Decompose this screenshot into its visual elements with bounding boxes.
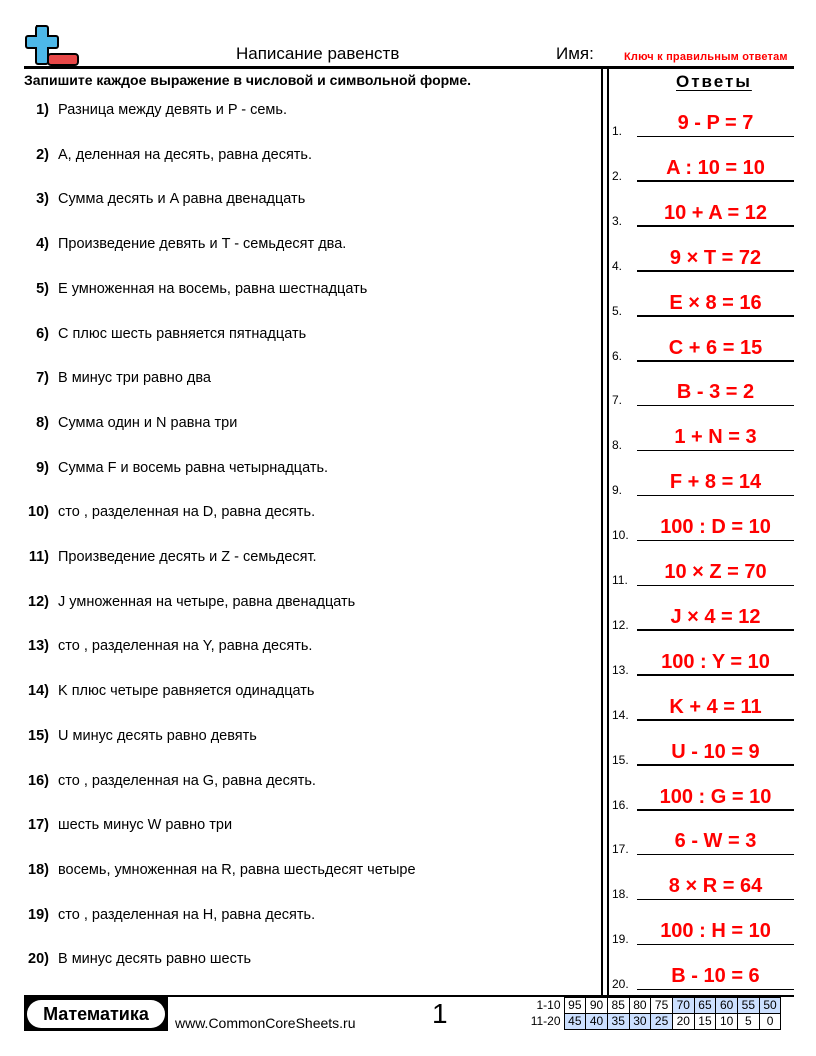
answer-line <box>637 180 794 182</box>
answer-text: A : 10 = 10 <box>666 156 765 179</box>
answer-number: 9. <box>612 483 623 498</box>
answer-line <box>637 136 794 138</box>
score-cell: 65 <box>694 998 716 1014</box>
score-cell: 80 <box>629 998 651 1014</box>
score-cell: 15 <box>694 1014 716 1030</box>
question-number: 20) <box>28 951 49 968</box>
answer-item <box>612 916 794 946</box>
question-number: 9) <box>36 459 49 476</box>
answer-item <box>612 512 794 542</box>
question-item <box>0 460 600 480</box>
score-cell: 95 <box>564 998 586 1014</box>
score-cell: 20 <box>672 1014 694 1030</box>
answer-line <box>637 719 794 721</box>
answer-item <box>612 243 794 273</box>
score-cell: 50 <box>759 998 781 1014</box>
question-item <box>0 326 600 346</box>
question-text: Сумма F и восемь равна четырнадцать. <box>58 459 329 476</box>
answer-text: B - 3 = 2 <box>676 381 755 404</box>
answer-text: 100 : H = 10 <box>660 920 771 943</box>
answer-item <box>612 602 794 632</box>
brand-label: Математика <box>27 1000 165 1028</box>
question-number: 2) <box>36 146 49 163</box>
answer-number: 16. <box>612 797 629 812</box>
question-item <box>0 236 600 256</box>
question-text: C плюс шесть равняется пятнадцать <box>58 325 307 342</box>
answer-number: 4. <box>612 258 623 273</box>
answer-text: 8 × R = 64 <box>668 875 763 898</box>
question-text: сто , разделенная на D, равна десять. <box>58 504 316 521</box>
answer-line <box>637 315 794 317</box>
score-cell: 25 <box>651 1014 673 1030</box>
score-cell: 0 <box>759 1014 781 1030</box>
question-item <box>0 549 600 569</box>
question-number: 16) <box>28 772 49 789</box>
question-item <box>0 147 600 167</box>
question-number: 5) <box>36 280 49 297</box>
plus-minus-logo-icon <box>24 24 80 68</box>
answer-number: 6. <box>612 348 623 363</box>
column-divider <box>601 68 609 996</box>
answer-line <box>637 270 794 272</box>
answer-number: 13. <box>612 662 629 677</box>
score-cell: 85 <box>607 998 629 1014</box>
question-item <box>0 951 600 971</box>
answer-number: 5. <box>612 303 623 318</box>
question-text: Сумма один и N равна три <box>58 414 238 431</box>
score-row-label: 11-20 <box>530 1014 561 1028</box>
question-number: 15) <box>28 727 49 744</box>
score-cell: 45 <box>564 1014 586 1030</box>
question-text: J умноженная на четыре, равна двенадцать <box>58 593 356 610</box>
answer-text: 100 : D = 10 <box>660 516 771 539</box>
answer-text: 1 + N = 3 <box>674 426 757 449</box>
question-text: сто , разделенная на G, равна десять. <box>58 772 316 789</box>
answer-text: 100 : Y = 10 <box>661 650 770 673</box>
question-number: 18) <box>28 861 49 878</box>
answer-item <box>612 826 794 856</box>
answer-line <box>637 809 794 811</box>
question-item <box>0 281 600 301</box>
question-text: сто , разделенная на H, равна десять. <box>58 906 316 923</box>
answer-text: F + 8 = 14 <box>669 471 762 494</box>
score-cell: 90 <box>586 998 608 1014</box>
worksheet-title: Написание равенств <box>236 44 400 63</box>
answer-number: 1. <box>612 124 623 138</box>
answer-item <box>612 782 794 812</box>
header-rule <box>24 66 794 69</box>
question-item <box>0 370 600 390</box>
score-table <box>530 997 781 1030</box>
answer-line <box>637 764 794 766</box>
answer-text: 6 - W = 3 <box>674 830 757 853</box>
answer-number: 18. <box>612 887 629 902</box>
score-cell: 40 <box>586 1014 608 1030</box>
answer-text: 9 - P = 7 <box>677 112 754 134</box>
answer-number: 2. <box>612 168 623 183</box>
name-label: Имя: <box>556 44 594 63</box>
answer-key-label: Ключ к правильным ответам <box>624 51 788 63</box>
answer-number: 3. <box>612 213 623 228</box>
question-item <box>0 728 600 748</box>
question-item <box>0 683 600 703</box>
score-cell: 5 <box>738 1014 760 1030</box>
answer-line <box>637 585 794 587</box>
question-item <box>0 415 600 435</box>
answer-line <box>637 450 794 452</box>
question-number: 14) <box>28 683 49 700</box>
question-item <box>0 191 600 211</box>
answer-number: 20. <box>612 977 629 992</box>
question-text: A, деленная на десять, равна десять. <box>58 146 313 163</box>
question-text: Сумма десять и A равна двенадцать <box>58 191 306 208</box>
answer-text: C + 6 = 15 <box>668 336 763 359</box>
question-number: 7) <box>36 370 49 387</box>
score-cell: 75 <box>651 998 673 1014</box>
score-row <box>530 998 781 1014</box>
score-cell: 30 <box>629 1014 651 1030</box>
answer-text: U - 10 = 9 <box>671 740 760 763</box>
answer-text: 10 × Z = 70 <box>664 561 767 583</box>
answer-line <box>637 629 794 631</box>
question-text: B минус три равно два <box>58 370 211 387</box>
question-number: 11) <box>28 549 49 565</box>
question-text: Разница между девять и P - семь. <box>58 102 287 118</box>
question-number: 4) <box>36 236 49 253</box>
score-row-label: 1-10 <box>536 998 561 1012</box>
answer-line <box>637 540 794 542</box>
answer-line <box>637 854 794 856</box>
answer-number: 12. <box>612 617 629 632</box>
question-number: 6) <box>36 325 49 342</box>
score-cell: 10 <box>716 1014 738 1030</box>
question-item <box>0 907 600 927</box>
answer-text: 10 + A = 12 <box>663 201 768 224</box>
question-text: K плюс четыре равняется одинадцать <box>58 683 315 700</box>
answer-text: E × 8 = 16 <box>669 291 762 314</box>
answer-line <box>637 899 794 901</box>
question-text: сто , разделенная на Y, равна десять. <box>58 638 313 655</box>
answer-text: B - 10 = 6 <box>671 965 760 988</box>
score-cell: 60 <box>716 998 738 1014</box>
answer-line <box>637 944 794 946</box>
answer-text: J × 4 = 12 <box>670 605 761 628</box>
question-item <box>0 594 600 614</box>
question-item <box>0 102 600 122</box>
answer-line <box>637 674 794 676</box>
answer-text: 100 : G = 10 <box>659 785 772 808</box>
answer-text: K + 4 = 11 <box>669 695 762 718</box>
question-number: 17) <box>28 817 49 834</box>
answer-item <box>612 288 794 318</box>
question-text: восемь, умноженная на R, равна шестьдесят четыре <box>58 861 416 878</box>
answer-item <box>612 108 794 138</box>
question-text: U минус десять равно девять <box>58 727 257 744</box>
answer-item <box>612 557 794 587</box>
question-item <box>0 817 600 837</box>
answer-item <box>612 377 794 407</box>
answer-text: 9 × T = 72 <box>669 246 762 269</box>
answer-item <box>612 333 794 363</box>
answer-item <box>612 961 794 991</box>
answer-item <box>612 871 794 901</box>
answer-number: 7. <box>612 393 623 408</box>
question-text: Произведение десять и Z - семьдесят. <box>58 549 317 565</box>
answer-line <box>637 989 794 991</box>
answer-number: 10. <box>612 528 629 543</box>
question-item <box>0 504 600 524</box>
question-text: шесть минус W равно три <box>58 817 233 834</box>
site-url: www.CommonCoreSheets.ru <box>175 1015 356 1031</box>
question-number: 19) <box>28 906 49 923</box>
answer-number: 8. <box>612 438 623 453</box>
question-number: 10) <box>28 504 49 521</box>
question-number: 13) <box>28 638 49 655</box>
answer-line <box>637 495 794 497</box>
question-text: B минус десять равно шесть <box>58 951 252 968</box>
question-text: E умноженная на восемь, равна шестнадцать <box>58 280 368 297</box>
answer-line <box>637 225 794 227</box>
answers-title: Ответы <box>676 72 752 91</box>
question-number: 3) <box>36 191 49 208</box>
instructions: Запишите каждое выражение в числовой и символьной форме. <box>24 72 472 88</box>
answer-item <box>612 422 794 452</box>
answer-line <box>637 360 794 362</box>
answer-number: 15. <box>612 752 629 767</box>
answer-item <box>612 198 794 228</box>
answer-item <box>612 692 794 722</box>
answer-number: 11. <box>612 573 628 587</box>
answer-number: 19. <box>612 932 629 947</box>
score-row <box>530 1014 781 1030</box>
answer-item <box>612 737 794 767</box>
score-cell: 55 <box>738 998 760 1014</box>
score-cell: 35 <box>607 1014 629 1030</box>
answer-line <box>637 405 794 407</box>
question-number: 1) <box>36 102 49 118</box>
question-item <box>0 773 600 793</box>
question-item <box>0 862 600 882</box>
question-number: 12) <box>28 593 49 610</box>
answer-item <box>612 647 794 677</box>
score-cell: 70 <box>672 998 694 1014</box>
answer-item <box>612 467 794 497</box>
question-text: Произведение девять и T - семьдесят два. <box>58 236 347 253</box>
answer-item <box>612 153 794 183</box>
answer-number: 14. <box>612 707 629 722</box>
page-number: 1 <box>432 998 448 1029</box>
answer-number: 17. <box>612 842 629 857</box>
question-item <box>0 638 600 658</box>
question-number: 8) <box>36 414 49 431</box>
